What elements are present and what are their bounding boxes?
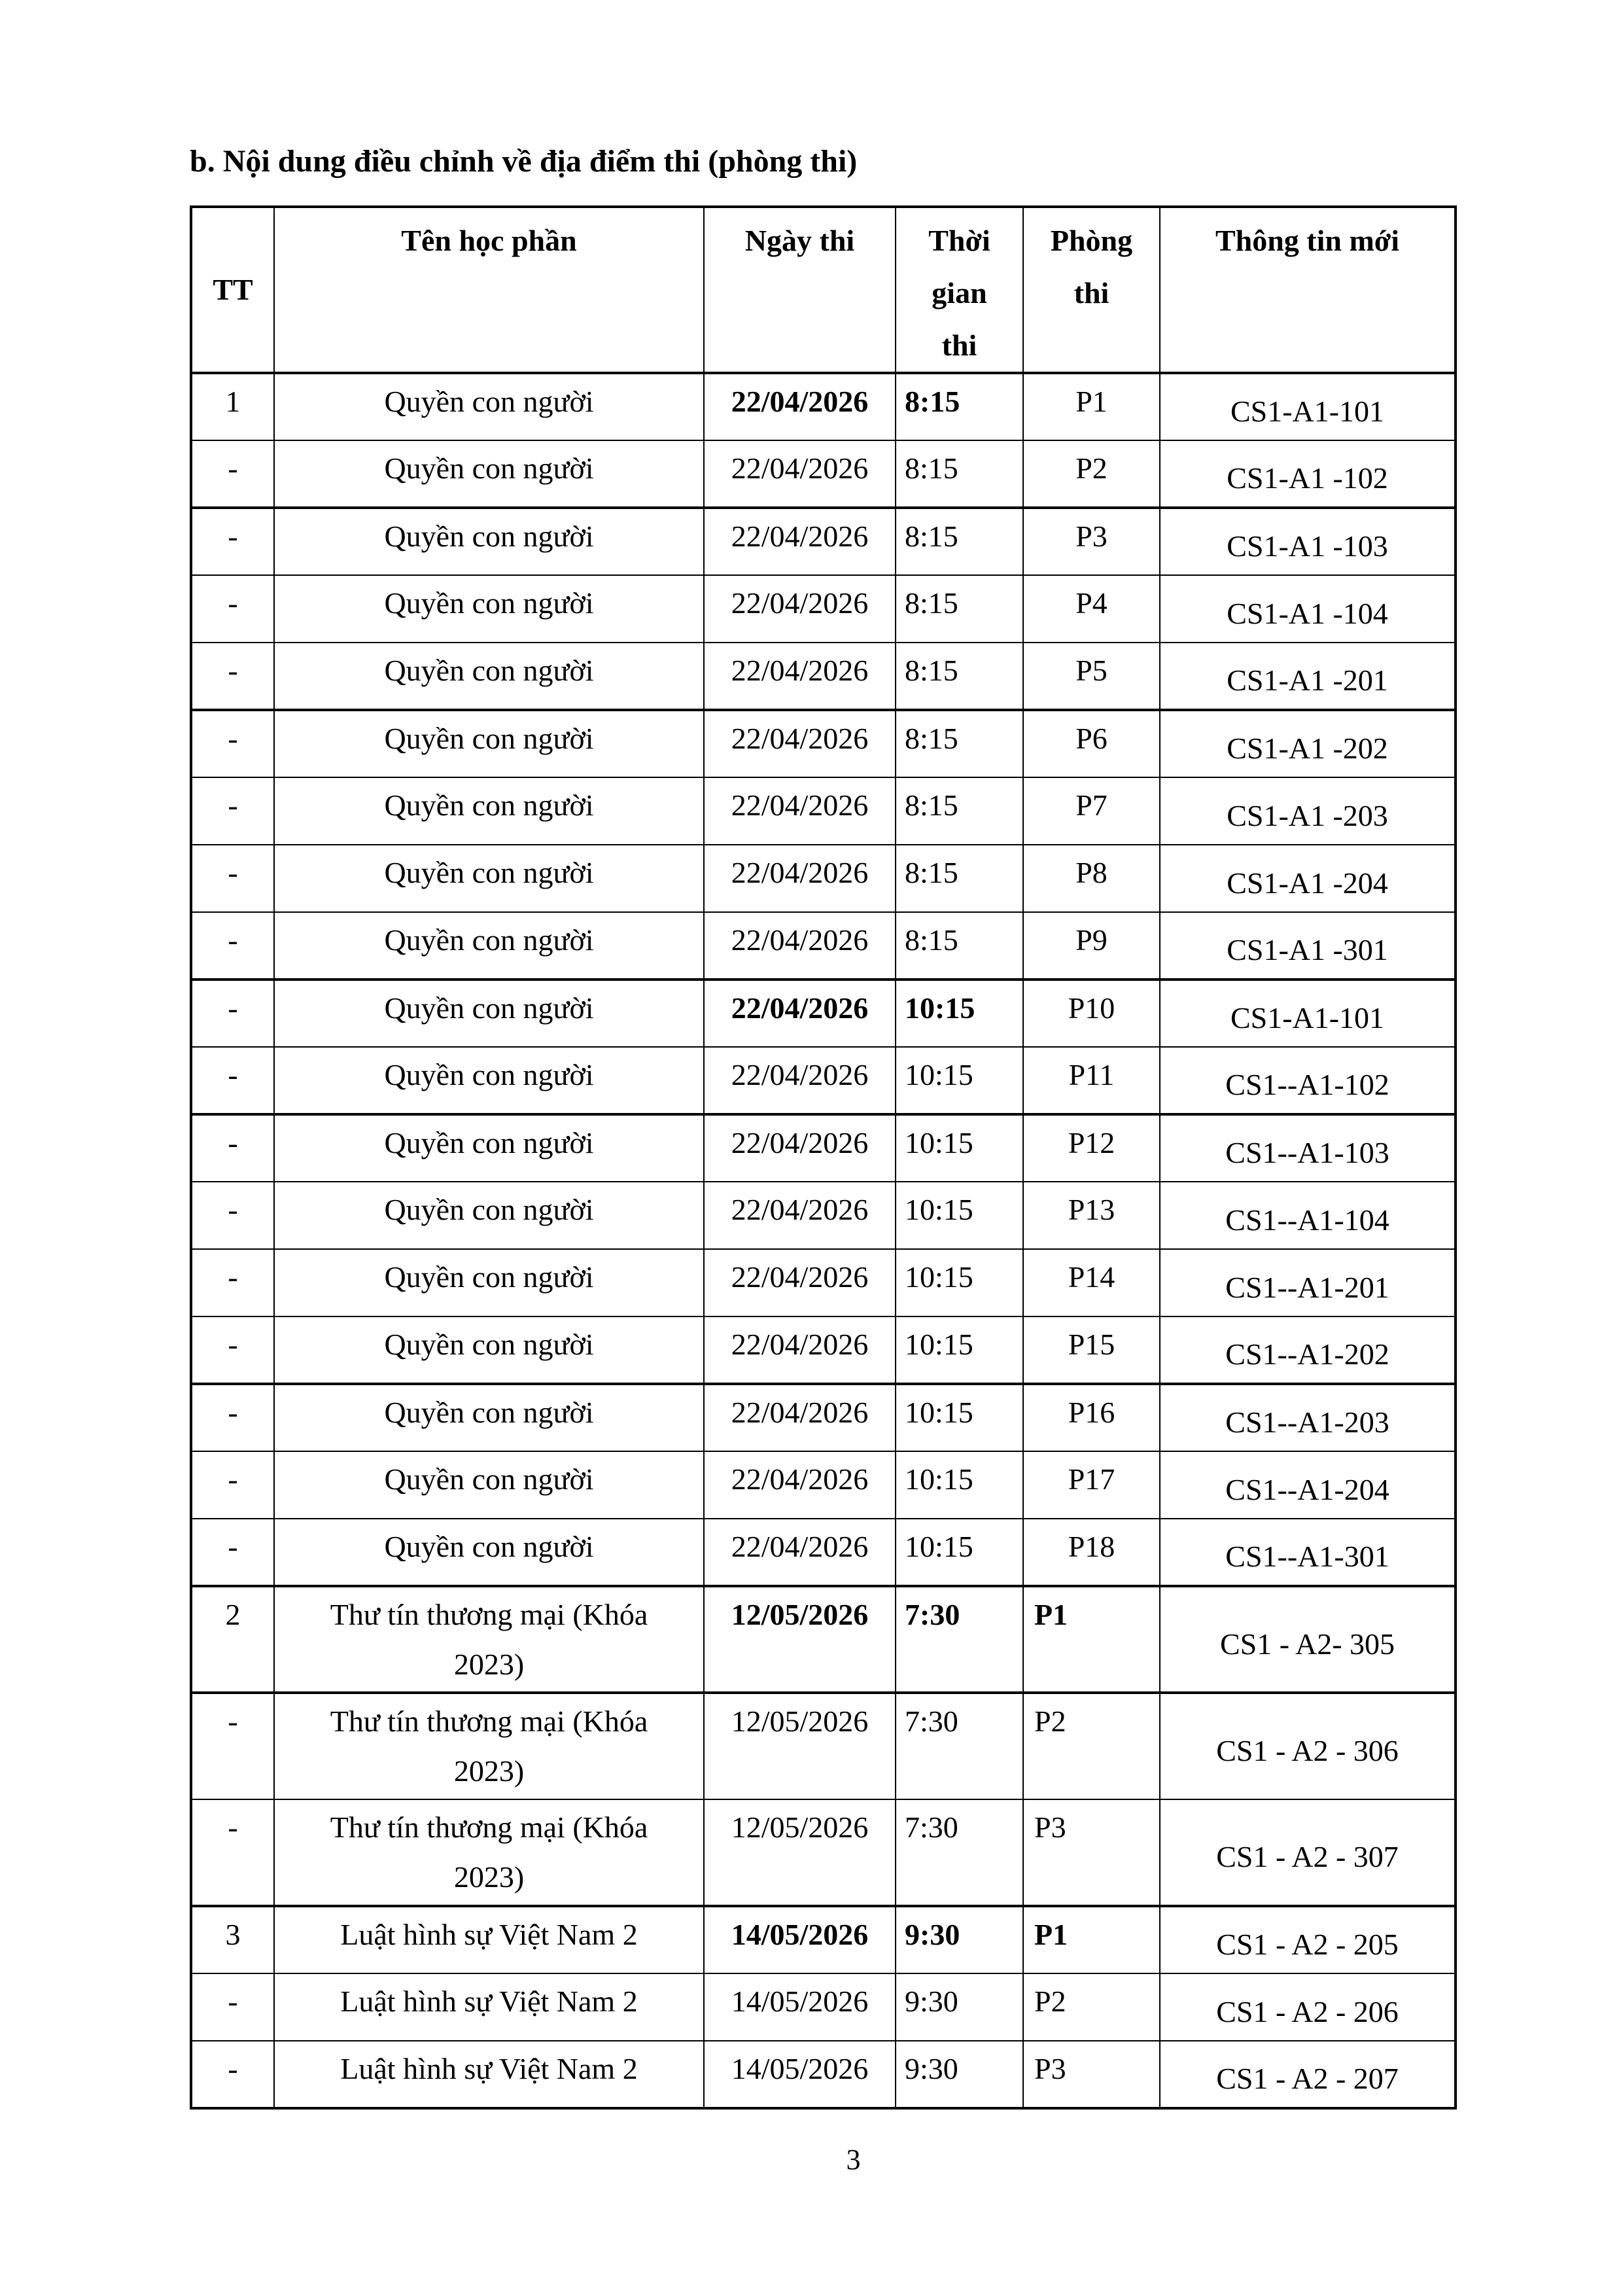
table-row xyxy=(191,440,1456,508)
cell-exam-room: P2 xyxy=(1023,1973,1160,2041)
table-row xyxy=(191,710,1456,777)
cell-exam-date: 22/04/2026 xyxy=(704,440,896,508)
cell-new-info: CS1-A1 -301 xyxy=(1160,912,1456,980)
cell-course-name: Luật hình sự Việt Nam 2 xyxy=(274,1973,704,2041)
cell-exam-room: P17 xyxy=(1023,1451,1160,1519)
cell-exam-date: 22/04/2026 xyxy=(704,373,896,440)
cell-course-name: Quyền con người xyxy=(274,1519,704,1586)
cell-new-info: CS1-A1 -202 xyxy=(1160,710,1456,777)
table-row xyxy=(191,1973,1456,2041)
table-row xyxy=(191,508,1456,575)
cell-exam-room: P13 xyxy=(1023,1182,1160,1249)
cell-new-info: CS1 - A2 - 207 xyxy=(1160,2041,1456,2108)
table-row xyxy=(191,1114,1456,1182)
cell-exam-date: 22/04/2026 xyxy=(704,1249,896,1316)
cell-exam-time: 9:30 xyxy=(896,1973,1023,2041)
cell-exam-date: 22/04/2026 xyxy=(704,777,896,845)
cell-exam-time: 8:15 xyxy=(896,845,1023,912)
cell-exam-time: 10:15 xyxy=(896,1114,1023,1182)
cell-exam-room: P3 xyxy=(1023,1799,1160,1906)
cell-course-name: Quyền con người xyxy=(274,1451,704,1519)
cell-exam-date: 14/05/2026 xyxy=(704,1973,896,2041)
cell-exam-date: 22/04/2026 xyxy=(704,912,896,980)
cell-exam-room: P3 xyxy=(1023,508,1160,575)
cell-new-info: CS1-A1 -102 xyxy=(1160,440,1456,508)
table-row xyxy=(191,643,1456,710)
cell-new-info: CS1--A1-102 xyxy=(1160,1047,1456,1114)
cell-new-info: CS1--A1-203 xyxy=(1160,1384,1456,1451)
column-header-time xyxy=(896,207,1023,373)
exam-adjustment-table xyxy=(190,205,1457,2110)
table-row xyxy=(191,1182,1456,1249)
cell-exam-room: P12 xyxy=(1023,1114,1160,1182)
cell-exam-date: 22/04/2026 xyxy=(704,643,896,710)
cell-exam-date: 22/04/2026 xyxy=(704,710,896,777)
cell-new-info: CS1-A1-101 xyxy=(1160,373,1456,440)
cell-new-info: CS1-A1 -104 xyxy=(1160,575,1456,643)
cell-exam-room: P6 xyxy=(1023,710,1160,777)
table-row xyxy=(191,1047,1456,1114)
cell-exam-time: 8:15 xyxy=(896,912,1023,980)
table-row xyxy=(191,912,1456,980)
cell-exam-room: P1 xyxy=(1023,1906,1160,1973)
cell-exam-room: P8 xyxy=(1023,845,1160,912)
cell-exam-time: 10:15 xyxy=(896,1249,1023,1316)
table-row xyxy=(191,1693,1456,1799)
cell-course-name: Quyền con người xyxy=(274,1384,704,1451)
table-row xyxy=(191,845,1456,912)
page-number: 3 xyxy=(846,2144,861,2176)
cell-exam-date: 22/04/2026 xyxy=(704,980,896,1047)
cell-new-info: CS1-A1 -204 xyxy=(1160,845,1456,912)
cell-exam-date: 12/05/2026 xyxy=(704,1586,896,1693)
cell-tt: - xyxy=(191,710,274,777)
cell-tt: - xyxy=(191,2041,274,2108)
cell-exam-time: 8:15 xyxy=(896,575,1023,643)
cell-tt: - xyxy=(191,1182,274,1249)
cell-new-info: CS1--A1-301 xyxy=(1160,1519,1456,1586)
table-row xyxy=(191,777,1456,845)
table-row xyxy=(191,1519,1456,1586)
cell-tt: 1 xyxy=(191,373,274,440)
cell-course-name: Luật hình sự Việt Nam 2 xyxy=(274,1906,704,1973)
cell-course-name: Quyền con người xyxy=(274,1316,704,1384)
cell-exam-room: P15 xyxy=(1023,1316,1160,1384)
cell-tt: - xyxy=(191,1451,274,1519)
table-row xyxy=(191,2041,1456,2108)
cell-new-info: CS1 - A2- 305 xyxy=(1160,1586,1456,1693)
table-row xyxy=(191,575,1456,643)
table-row xyxy=(191,1249,1456,1316)
cell-course-name: Quyền con người xyxy=(274,845,704,912)
cell-exam-date: 22/04/2026 xyxy=(704,575,896,643)
table-row xyxy=(191,1451,1456,1519)
cell-course-name: Quyền con người xyxy=(274,710,704,777)
cell-tt: 3 xyxy=(191,1906,274,1973)
cell-exam-room: P16 xyxy=(1023,1384,1160,1451)
cell-tt: - xyxy=(191,440,274,508)
cell-tt: - xyxy=(191,912,274,980)
cell-exam-time: 10:15 xyxy=(896,1316,1023,1384)
column-header-room xyxy=(1023,207,1160,373)
cell-exam-room: P1 xyxy=(1023,1586,1160,1693)
cell-tt: - xyxy=(191,575,274,643)
cell-exam-time: 10:15 xyxy=(896,980,1023,1047)
cell-tt: - xyxy=(191,1693,274,1799)
cell-exam-room: P4 xyxy=(1023,575,1160,643)
table-row xyxy=(191,1384,1456,1451)
cell-exam-date: 22/04/2026 xyxy=(704,1047,896,1114)
cell-tt: - xyxy=(191,1114,274,1182)
cell-course-name: Quyền con người xyxy=(274,1114,704,1182)
cell-course-name: Quyền con người xyxy=(274,1249,704,1316)
cell-new-info: CS1 - A2 - 306 xyxy=(1160,1693,1456,1799)
cell-exam-date: 14/05/2026 xyxy=(704,1906,896,1973)
cell-course-name: Quyền con người xyxy=(274,980,704,1047)
cell-course-name: Quyền con người xyxy=(274,777,704,845)
cell-exam-date: 22/04/2026 xyxy=(704,1114,896,1182)
cell-exam-date: 22/04/2026 xyxy=(704,1519,896,1586)
document-page xyxy=(190,143,1454,2176)
cell-exam-room: P10 xyxy=(1023,980,1160,1047)
table-row xyxy=(191,1586,1456,1693)
cell-tt: - xyxy=(191,1047,274,1114)
cell-new-info: CS1--A1-103 xyxy=(1160,1114,1456,1182)
exam-table-body xyxy=(191,373,1456,2108)
cell-exam-date: 22/04/2026 xyxy=(704,1182,896,1249)
cell-exam-time: 8:15 xyxy=(896,710,1023,777)
cell-course-name: Quyền con người xyxy=(274,575,704,643)
cell-exam-time: 8:15 xyxy=(896,508,1023,575)
cell-new-info: CS1-A1 -201 xyxy=(1160,643,1456,710)
cell-tt: - xyxy=(191,1973,274,2041)
cell-course-name: Quyền con người xyxy=(274,508,704,575)
column-header-room-label: Phòng thi xyxy=(1050,224,1133,309)
cell-exam-room: P9 xyxy=(1023,912,1160,980)
cell-new-info: CS1--A1-202 xyxy=(1160,1316,1456,1384)
section-title: b. Nội dung điều chỉnh về địa điểm thi (phòng thi) xyxy=(190,144,858,179)
cell-exam-room: P11 xyxy=(1023,1047,1160,1114)
cell-new-info: CS1-A1-101 xyxy=(1160,980,1456,1047)
cell-tt: - xyxy=(191,1249,274,1316)
cell-exam-date: 22/04/2026 xyxy=(704,508,896,575)
table-row xyxy=(191,373,1456,440)
cell-exam-time: 9:30 xyxy=(896,1906,1023,1973)
cell-exam-time: 8:15 xyxy=(896,440,1023,508)
cell-tt: - xyxy=(191,1799,274,1906)
cell-new-info: CS1-A1 -203 xyxy=(1160,777,1456,845)
cell-exam-date: 12/05/2026 xyxy=(704,1693,896,1799)
cell-new-info: CS1--A1-201 xyxy=(1160,1249,1456,1316)
cell-course-name: Quyền con người xyxy=(274,1182,704,1249)
cell-exam-date: 22/04/2026 xyxy=(704,845,896,912)
cell-exam-date: 22/04/2026 xyxy=(704,1384,896,1451)
cell-course-name: Quyền con người xyxy=(274,643,704,710)
cell-course-name: Thư tín thương mại (Khóa 2023) xyxy=(274,1586,704,1693)
cell-tt: - xyxy=(191,643,274,710)
cell-exam-time: 7:30 xyxy=(896,1799,1023,1906)
table-header-row xyxy=(191,207,1456,373)
cell-tt: 2 xyxy=(191,1586,274,1693)
cell-exam-time: 8:15 xyxy=(896,643,1023,710)
cell-exam-date: 12/05/2026 xyxy=(704,1799,896,1906)
table-row xyxy=(191,980,1456,1047)
cell-course-name: Thư tín thương mại (Khóa 2023) xyxy=(274,1693,704,1799)
cell-exam-time: 10:15 xyxy=(896,1047,1023,1114)
cell-exam-time: 9:30 xyxy=(896,2041,1023,2108)
column-header-new-info: Thông tin mới xyxy=(1160,207,1456,373)
cell-exam-time: 8:15 xyxy=(896,373,1023,440)
cell-course-name: Quyền con người xyxy=(274,912,704,980)
cell-exam-time: 10:15 xyxy=(896,1451,1023,1519)
cell-exam-time: 10:15 xyxy=(896,1384,1023,1451)
cell-course-name: Thư tín thương mại (Khóa 2023) xyxy=(274,1799,704,1906)
cell-exam-room: P14 xyxy=(1023,1249,1160,1316)
table-row xyxy=(191,1799,1456,1906)
cell-tt: - xyxy=(191,1316,274,1384)
cell-new-info: CS1 - A2 - 206 xyxy=(1160,1973,1456,2041)
column-header-date: Ngày thi xyxy=(704,207,896,373)
cell-course-name: Quyền con người xyxy=(274,440,704,508)
cell-tt: - xyxy=(191,845,274,912)
cell-exam-time: 7:30 xyxy=(896,1586,1023,1693)
cell-exam-date: 22/04/2026 xyxy=(704,1451,896,1519)
cell-exam-time: 10:15 xyxy=(896,1182,1023,1249)
cell-exam-date: 22/04/2026 xyxy=(704,1316,896,1384)
cell-new-info: CS1--A1-204 xyxy=(1160,1451,1456,1519)
cell-course-name: Quyền con người xyxy=(274,373,704,440)
cell-exam-room: P1 xyxy=(1023,373,1160,440)
cell-new-info: CS1--A1-104 xyxy=(1160,1182,1456,1249)
cell-exam-room: P7 xyxy=(1023,777,1160,845)
cell-tt: - xyxy=(191,1519,274,1586)
cell-new-info: CS1-A1 -103 xyxy=(1160,508,1456,575)
cell-tt: - xyxy=(191,980,274,1047)
cell-exam-room: P18 xyxy=(1023,1519,1160,1586)
table-row xyxy=(191,1906,1456,1973)
cell-tt: - xyxy=(191,508,274,575)
cell-exam-room: P2 xyxy=(1023,440,1160,508)
cell-exam-time: 10:15 xyxy=(896,1519,1023,1586)
cell-exam-date: 14/05/2026 xyxy=(704,2041,896,2108)
table-row xyxy=(191,1316,1456,1384)
cell-new-info: CS1 - A2 - 307 xyxy=(1160,1799,1456,1906)
cell-course-name: Quyền con người xyxy=(274,1047,704,1114)
cell-course-name: Luật hình sự Việt Nam 2 xyxy=(274,2041,704,2108)
cell-exam-room: P2 xyxy=(1023,1693,1160,1799)
column-header-course: Tên học phần xyxy=(274,207,704,373)
cell-exam-time: 8:15 xyxy=(896,777,1023,845)
column-header-time-label: Thời gian thi xyxy=(928,224,990,362)
cell-exam-room: P3 xyxy=(1023,2041,1160,2108)
column-header-tt: TT xyxy=(191,207,274,373)
cell-exam-time: 7:30 xyxy=(896,1693,1023,1799)
cell-tt: - xyxy=(191,777,274,845)
cell-exam-room: P5 xyxy=(1023,643,1160,710)
cell-new-info: CS1 - A2 - 205 xyxy=(1160,1906,1456,1973)
cell-tt: - xyxy=(191,1384,274,1451)
